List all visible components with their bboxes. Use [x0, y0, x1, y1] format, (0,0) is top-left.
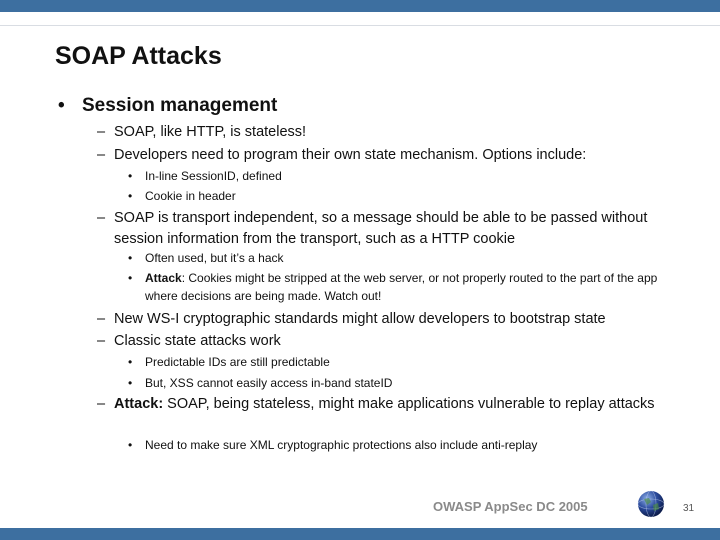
sub-sub-item — [128, 187, 668, 205]
sub-sub-item-text: In-line SessionID, defined — [145, 169, 282, 183]
footer-conference: OWASP AppSec DC 2005 — [433, 499, 588, 514]
main-bullet-text: Session management — [82, 95, 278, 116]
top-bar — [0, 0, 720, 12]
sub-item-replay-attack — [97, 394, 677, 415]
sub-sub-item-text — [145, 269, 668, 305]
sub-item-text — [114, 394, 677, 415]
dash-marker: – — [97, 396, 106, 412]
globe-icon — [637, 490, 665, 518]
bottom-bar — [0, 528, 720, 540]
header-rule — [0, 25, 720, 26]
sub-item-text: Developers need to program their own state mechanism. Options include: — [114, 147, 587, 163]
sub-item-ws-i — [97, 309, 677, 330]
sub-item-text: Classic state attacks work — [114, 333, 281, 349]
sub-sub-item-text: But, XSS cannot easily access in-band stateID — [145, 376, 393, 390]
sub-sub-item — [128, 167, 668, 185]
sub-item-text: SOAP, like HTTP, is stateless! — [114, 124, 307, 140]
attack-description: : Cookies might be stripped at the web server, or not properly routed to the part of the app where decisions are being made. Watch out! — [145, 271, 658, 303]
sub-item-classic-attacks — [97, 331, 677, 352]
attack-label: Attack: — [114, 396, 164, 412]
sub-item-state-mechanism — [97, 145, 677, 166]
dash-marker: – — [97, 210, 106, 226]
dot-marker: • — [128, 169, 133, 183]
sub-sub-item — [128, 436, 668, 454]
attack-label: Attack — [145, 271, 182, 285]
dot-marker: • — [128, 438, 133, 452]
sub-sub-item-text: Need to make sure XML cryptographic protections also include anti-replay — [145, 438, 538, 452]
sub-sub-item-text: Predictable IDs are still predictable — [145, 355, 330, 369]
attack-description: SOAP, being stateless, might make applications vulnerable to replay attacks — [163, 396, 655, 412]
dash-marker: – — [97, 333, 106, 349]
bullet-marker: • — [58, 95, 65, 116]
sub-sub-item — [128, 249, 668, 267]
sub-item-text: New WS-I cryptographic standards might allow developers to bootstrap state — [114, 311, 606, 327]
dot-marker: • — [128, 376, 133, 390]
sub-sub-item-text: Often used, but it’s a hack — [145, 251, 284, 265]
sub-item-stateless — [97, 122, 677, 143]
page-number: 31 — [683, 503, 695, 514]
dash-marker: – — [97, 147, 106, 163]
dot-marker: • — [128, 271, 133, 285]
sub-sub-item-text: Cookie in header — [145, 189, 236, 203]
dot-marker: • — [128, 251, 133, 265]
sub-sub-item — [128, 269, 668, 305]
sub-item-text: SOAP is transport independent, so a message should be able to be passed without session information from the transport, such as a HTTP cookie — [114, 210, 648, 247]
dot-marker: • — [128, 189, 133, 203]
slide-title: SOAP Attacks — [55, 42, 222, 70]
sub-item-transport-independent — [97, 208, 677, 250]
dash-marker: – — [97, 124, 106, 140]
dash-marker: – — [97, 311, 106, 327]
sub-sub-item — [128, 353, 668, 371]
sub-sub-item — [128, 374, 668, 392]
dot-marker: • — [128, 355, 133, 369]
main-bullet — [58, 95, 277, 117]
